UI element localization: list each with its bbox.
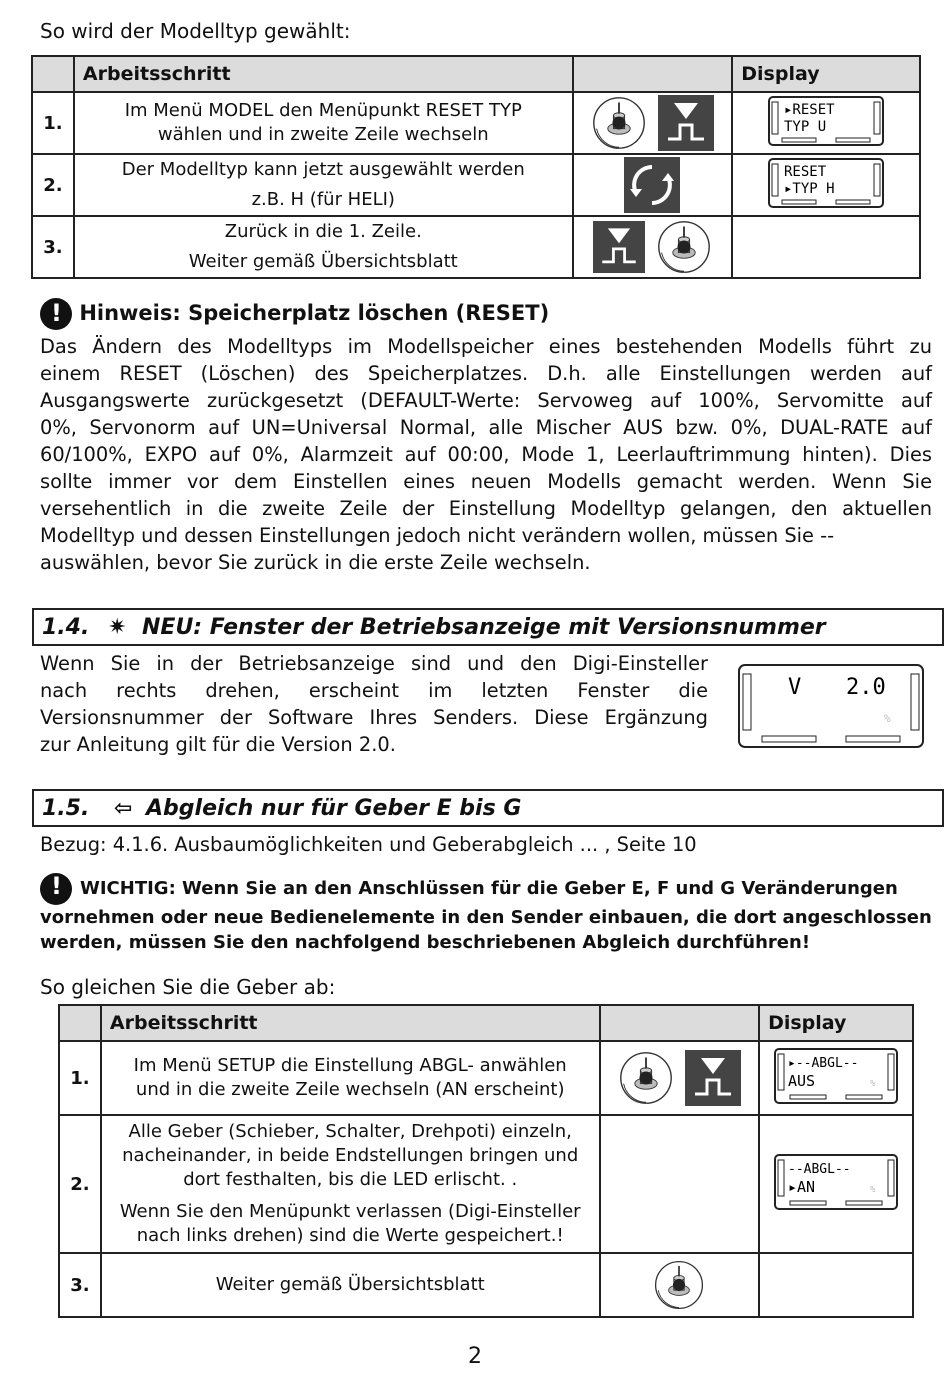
step-text: Im Menü MODEL den Menüpunkt RESET TYP wählen und in zweite Zeile wechseln (74, 92, 573, 154)
header-step: Arbeitsschritt (74, 56, 573, 92)
digi-knob-icon (653, 1259, 705, 1311)
step-icons (573, 216, 733, 278)
lcd-line-1: RESET (784, 164, 827, 180)
important-notice: !WICHTIG: Wenn Sie an den Anschlüssen für die Geber E, F und G Veränderungen vornehmen oder neue Bedienelemente in den Sender einbauen, die dort angeschlossen werden, müssen Sie den nachfolgend beschriebenen Abgleich durchführen! (40, 873, 940, 955)
version-lcd-display (738, 664, 924, 748)
star-icon: ✷ (108, 615, 127, 640)
header-display: Display (759, 1005, 913, 1041)
steps-table-calibration (58, 1004, 914, 1318)
lcd-version-number: 2.0 (846, 675, 886, 700)
section-1-4-body: Wenn Sie in der Betriebsanzeige sind und den Digi-Einsteller nach rechts drehen, erscheint im letzten Fenster die Versionsnummer der Software Ihres Senders. Diese Ergänzung zur Anleitung gilt für die Version 2.0. (40, 652, 708, 756)
table-row (32, 216, 920, 278)
lcd-line-2: ▸TYP H (784, 181, 835, 197)
page-number: 2 (468, 1344, 482, 1369)
table-row (32, 92, 920, 154)
svg-text:%: % (870, 1185, 876, 1195)
line-switch-icon (593, 221, 645, 273)
reference-text: Bezug: 4.1.6. Ausbaumöglichkeiten und Geberabgleich ... , Seite 10 (40, 833, 697, 856)
digi-knob-icon (656, 219, 712, 275)
step-text: Alle Geber (Schieber, Schalter, Drehpoti) einzeln, nacheinander, in beide Endstellungen bringen und dort festhalten, bis die LED erlischt. . Wenn Sie den Menüpunkt verlassen (Digi-Einsteller nach links drehen) sind die Werte gespeichert.! (101, 1115, 600, 1253)
digi-knob-icon (591, 95, 647, 151)
intro-text: So wird der Modelltyp gewählt: (40, 19, 351, 43)
lcd-line-1: ▸RESET (784, 102, 835, 118)
table-row (32, 154, 920, 216)
line-switch-icon (658, 95, 714, 151)
section-heading-1-5: 1.5. ⇦ Abgleich nur für Geber E bis G (32, 789, 944, 827)
step-text: Im Menü SETUP die Einstellung ABGL- anwählen und in die zweite Zeile wechseln (AN erscheint) (101, 1041, 600, 1115)
step-text: Der Modelltyp kann jetzt ausgewählt werden z.B. H (für HELI) (74, 154, 573, 216)
lcd-line-1: ▸--ABGL-- (788, 1056, 859, 1071)
steps-table-modeltype (31, 55, 921, 279)
section-heading-1-4: 1.4. ✷ NEU: Fenster der Betriebsanzeige mit Versionsnummer (32, 608, 944, 646)
table-row (59, 1115, 913, 1253)
step-text: Zurück in die 1. Zeile. Weiter gemäß Übersichtsblatt (74, 216, 573, 278)
lcd-display (759, 1115, 913, 1253)
step-icons (600, 1041, 760, 1115)
step-text: Weiter gemäß Übersichtsblatt (101, 1253, 600, 1317)
table-row (59, 1253, 913, 1317)
warning-icon (40, 298, 72, 330)
hint-body: Das Ändern des Modelltyps im Modellspeicher eines bestehenden Modells führt zu einem RESET (Löschen) des Speicherplatzes. D.h. alle Einstellungen werden auf Ausgangswerte zurückgesetzt (DEFAULT-Werte: Servoweg auf 100%, Servomitte auf 0%, Servonorm auf UN=Universal Normal, alle Mischer AUS bzw. 0%, DUAL-RATE auf 60/100%, EXPO auf 0%, Alarmzeit auf 00:00, Mode 1, Leerlauftrimmung hinten). Dies sollte immer vor dem Einstellen eines neuen Modells gemacht werden. Wenn Sie versehentlich in die zweite Zeile der Einstellung Modelltyp gelangen, den aktuellen Modelltyp und dessen Einstellungen jedoch nicht verändern wollen, müssen Sie -- auswählen, bevor Sie zurück in die erste Zeile wechseln. (40, 335, 932, 574)
header-icons (573, 56, 733, 92)
step-number: 1. (32, 92, 74, 154)
step-number: 1. (59, 1041, 101, 1115)
header-icons (600, 1005, 760, 1041)
lcd-line-1: --ABGL-- (788, 1162, 851, 1177)
lcd-version-label: V (788, 675, 802, 700)
hint-title: ! Hinweis: Speicherplatz löschen (RESET) (40, 298, 549, 330)
header-step: Arbeitsschritt (101, 1005, 600, 1041)
step-icons (600, 1253, 760, 1317)
warning-icon (40, 873, 72, 905)
step-number: 2. (59, 1115, 101, 1253)
svg-text:%: % (870, 1079, 876, 1089)
step-number: 2. (32, 154, 74, 216)
step-icons (573, 154, 733, 216)
line-switch-icon (685, 1050, 741, 1106)
lcd-line-2: ▸AN (788, 1178, 816, 1196)
header-display: Display (732, 56, 920, 92)
table-row (59, 1041, 913, 1115)
lcd-display (732, 92, 920, 154)
step-number: 3. (32, 216, 74, 278)
step-icons (573, 92, 733, 154)
rotate-icon (624, 157, 680, 213)
digi-knob-icon (618, 1050, 674, 1106)
arrow-left-icon: ⇦ (114, 796, 133, 821)
lcd-line-2: TYP U (784, 119, 827, 135)
lcd-line-2: AUS (788, 1072, 816, 1090)
lcd-unit: % (884, 712, 891, 725)
lcd-display (732, 154, 920, 216)
step-number: 3. (59, 1253, 101, 1317)
intro2-text: So gleichen Sie die Geber ab: (40, 975, 336, 999)
lcd-display (759, 1041, 913, 1115)
